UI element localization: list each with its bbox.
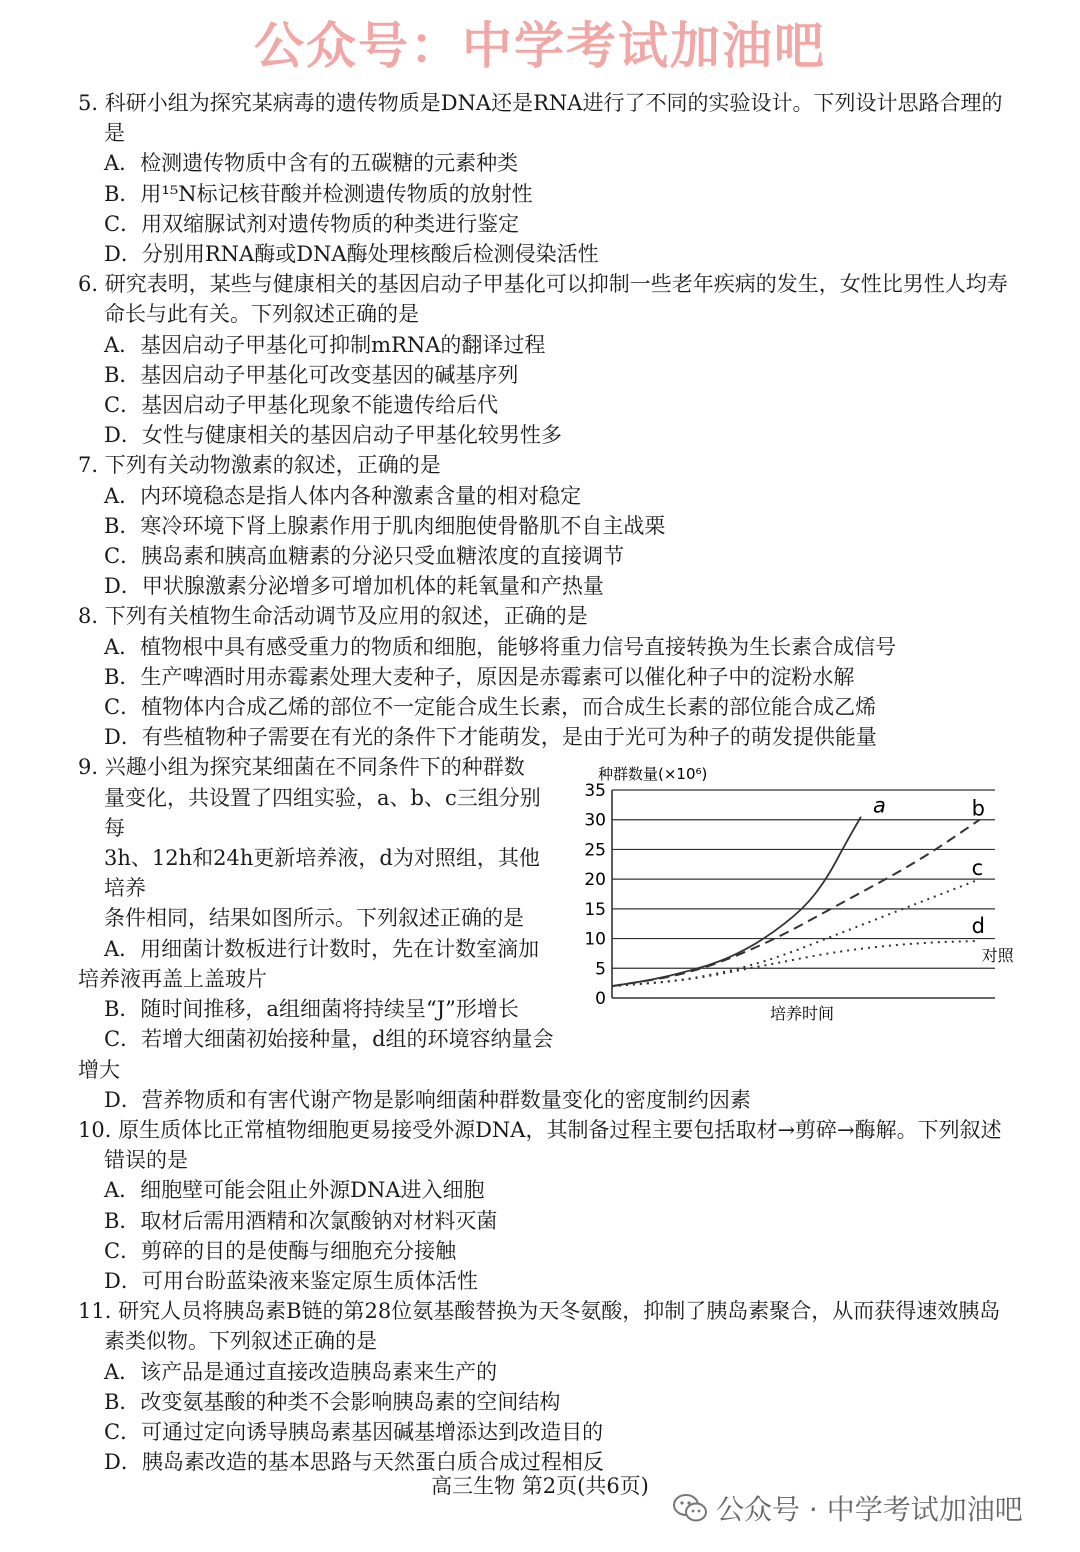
option-c: C．用双缩脲试剂对遗传物质的种类进行鉴定 <box>104 211 520 236</box>
y-axis-label: 种群数量(×10⁶) <box>598 765 708 783</box>
option-c: C．可通过定向诱导胰岛素基因碱基增添达到改造目的 <box>104 1419 604 1444</box>
option-d: D．可用台盼蓝染液来鉴定原生质体活性 <box>104 1268 478 1293</box>
stem-line: 量变化，共设置了四组实验，a、b、c三组分别每 <box>104 785 541 840</box>
option-b: B．随时间推移，a组细菌将持续呈“J”形增长 <box>104 997 519 1022</box>
question-5 <box>78 88 1018 269</box>
option-b: B．基因启动子甲基化可改变基因的碱基序列 <box>104 362 519 387</box>
option-a: A．基因启动子甲基化可抑制mRNA的翻译过程 <box>104 332 546 357</box>
question-6 <box>78 269 1018 450</box>
series-label-b: b <box>971 796 986 821</box>
page-footer: 高三生物 第2页(共6页) <box>431 1474 649 1498</box>
option-c: C．基因启动子甲基化现象不能遗传给后代 <box>104 393 499 418</box>
option-c: C．剪碎的目的是使酶与细胞充分接触 <box>104 1238 457 1263</box>
option-c: C．植物体内合成乙烯的部位不一定能合成生长素，而合成生长素的部位能合成乙烯 <box>104 695 877 720</box>
stem-line: 9. 兴趣小组为探究某细菌在不同条件下的种群数 <box>78 755 525 780</box>
option-b: B．寒冷环境下肾上腺素作用于肌肉细胞使骨骼肌不自主战栗 <box>104 513 666 538</box>
question-7 <box>78 450 1018 601</box>
option-c: C．胰岛素和胰高血糖素的分泌只受血糖浓度的直接调节 <box>104 544 625 569</box>
question-stem: 10. 原生质体比正常植物细胞更易接受外源DNA，其制备过程主要包括取材→剪碎→酶解。下列叙述错误的是 <box>78 1117 1002 1173</box>
watermark-top: 公众号：中学考试加油吧 <box>254 17 826 75</box>
option-a: A．检测遗传物质中含有的五碳糖的元素种类 <box>104 151 519 176</box>
option-c: C．若增大细菌初始接种量，d组的环境容纳量会增大 <box>78 1027 554 1082</box>
option-d: D．甲状腺激素分泌增多可增加机体的耗氧量和产热量 <box>104 574 604 599</box>
option-a: A．植物根中具有感受重力的物质和细胞，能够将重力信号直接转换为生长素合成信号 <box>104 634 897 659</box>
x-axis-label: 培养时间 <box>770 1004 835 1023</box>
question-10 <box>78 1115 1018 1296</box>
chart-svg <box>516 672 1014 1023</box>
option-b: B．生产啤酒时用赤霉素处理大麦种子，原因是赤霉素可以催化种子中的淀粉水解 <box>104 664 855 689</box>
option-b: B．改变氨基酸的种类不会影响胰岛素的空间结构 <box>104 1389 561 1414</box>
question-stem: 7. 下列有关动物激素的叙述，正确的是 <box>78 453 441 478</box>
y-tick-label: 35 <box>584 781 606 801</box>
option-a: A．用细菌计数板进行计数时，先在计数室滴加培养液再盖上盖玻片 <box>78 936 540 991</box>
option-a: A．细胞壁可能会阻止外源DNA进入细胞 <box>104 1178 485 1203</box>
series-label-d: d <box>971 913 986 938</box>
question-9-text <box>78 752 560 1084</box>
y-tick-label: 5 <box>595 959 606 980</box>
stem-line: 3h、12h和24h更新培养液，d为对照组，其他培养 <box>104 846 540 901</box>
question-11 <box>78 1296 1018 1477</box>
wechat-icon <box>672 1493 708 1523</box>
option-a: A．该产品是通过直接改造胰岛素来生产的 <box>104 1359 498 1384</box>
watermark-bottom-text: 公众号 · 中学考试加油吧 <box>716 1493 1023 1526</box>
option-b: B．用¹⁵N标记核苷酸并检测遗传物质的放射性 <box>104 181 533 206</box>
option-d: D．胰岛素改造的基本思路与天然蛋白质合成过程相反 <box>104 1450 604 1475</box>
control-annotation: 对照 <box>981 945 1014 965</box>
population-chart <box>516 672 1014 1023</box>
option-d: D．分别用RNA酶或DNA酶处理核酸后检测侵染活性 <box>104 242 599 267</box>
question-stem: 8. 下列有关植物生命活动调节及应用的叙述，正确的是 <box>78 604 588 629</box>
option-d: D．营养物质和有害代谢产物是影响细菌种群数量变化的密度制约因素 <box>104 1087 751 1112</box>
y-tick-label: 0 <box>595 989 606 1009</box>
stem-line: 条件相同，结果如图所示。下列叙述正确的是 <box>104 906 524 931</box>
option-b: B．取材后需用酒精和次氯酸钠对材料灭菌 <box>104 1208 498 1233</box>
y-tick-label: 25 <box>584 840 606 861</box>
y-tick-label: 15 <box>584 899 606 920</box>
option-d: D．女性与健康相关的基因启动子甲基化较男性多 <box>104 423 562 448</box>
series-label-c: c <box>971 856 984 881</box>
option-d: D．有些植物种子需要在有光的条件下才能萌发，是由于光可为种子的萌发提供能量 <box>104 725 877 750</box>
y-tick-label: 30 <box>584 810 606 831</box>
y-tick-label: 10 <box>584 929 606 950</box>
question-stem: 6. 研究表明，某些与健康相关的基因启动子甲基化可以抑制一些老年疾病的发生，女性比男性人均寿命长与此有关。下列叙述正确的是 <box>78 272 1008 327</box>
question-stem: 11. 研究人员将胰岛素B链的第28位氨基酸替换为天冬氨酸，抑制了胰岛素聚合，从而获得速效胰岛素类似物。下列叙述正确的是 <box>78 1299 1001 1354</box>
watermark-bottom <box>672 1488 1023 1528</box>
series-label-a: a <box>872 793 886 818</box>
y-tick-label: 20 <box>584 870 606 891</box>
option-a: A．内环境稳态是指人体内各种激素含量的相对稳定 <box>104 483 582 508</box>
question-stem: 5. 科研小组为探究某病毒的遗传物质是DNA还是RNA进行了不同的实验设计。下列设计思路合理的是 <box>78 91 1003 146</box>
